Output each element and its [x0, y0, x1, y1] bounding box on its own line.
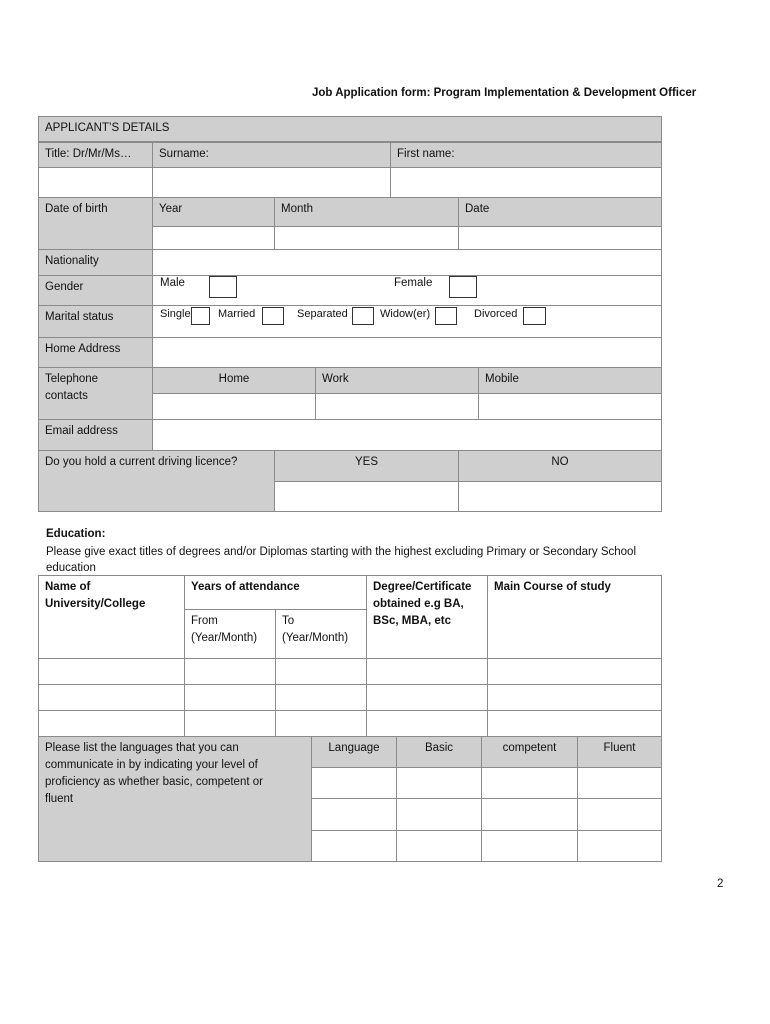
- surname-field[interactable]: [152, 167, 391, 198]
- phone-work-field[interactable]: [315, 393, 479, 420]
- nationality-label: Nationality: [38, 249, 153, 276]
- lang-row-1-competent[interactable]: [481, 767, 578, 799]
- firstname-label: First name:: [390, 142, 662, 168]
- lang-row-3-competent[interactable]: [481, 830, 578, 862]
- edu-col-degree: Degree/Certificate obtained e.g BA, BSc, MBA, etc: [366, 575, 488, 659]
- firstname-field[interactable]: [390, 167, 662, 198]
- edu-row-3-course[interactable]: [487, 710, 662, 737]
- email-label: Email address: [38, 419, 153, 451]
- lang-col-language: Language: [311, 736, 397, 768]
- section-header-applicant: APPLICANT’S DETAILS: [38, 116, 662, 142]
- divorced-checkbox[interactable]: [523, 307, 546, 325]
- edu-row-1-degree[interactable]: [366, 658, 488, 685]
- edu-row-1-course[interactable]: [487, 658, 662, 685]
- phone-work-label: Work: [315, 367, 479, 394]
- languages-prompt: Please list the languages that you can communicate in by indicating your level of proficiency as whether basic, competent or fluent: [38, 736, 312, 862]
- edu-row-1-university[interactable]: [38, 658, 185, 685]
- title-field[interactable]: [38, 167, 153, 198]
- dob-month-field[interactable]: [274, 226, 459, 250]
- edu-col-from: From (Year/Month): [184, 609, 276, 659]
- page-number: 2: [717, 878, 724, 890]
- edu-row-3-to[interactable]: [275, 710, 367, 737]
- phone-home-field[interactable]: [152, 393, 316, 420]
- form-title: Job Application form: Program Implementation & Development Officer: [312, 87, 697, 99]
- edu-row-2-degree[interactable]: [366, 684, 488, 711]
- lang-row-3-fluent[interactable]: [577, 830, 662, 862]
- dob-label: Date of birth: [38, 197, 153, 250]
- widow-checkbox[interactable]: [435, 307, 457, 325]
- married-checkbox[interactable]: [262, 307, 284, 325]
- address-label: Home Address: [38, 337, 153, 368]
- single-checkbox[interactable]: [191, 307, 210, 325]
- surname-label: Surname:: [152, 142, 391, 168]
- marital-single-label: Single: [160, 308, 191, 320]
- edu-row-1-from[interactable]: [184, 658, 276, 685]
- female-label: Female: [394, 277, 433, 289]
- email-field[interactable]: [152, 419, 662, 451]
- dob-month-label: Month: [274, 197, 459, 227]
- licence-yes-field[interactable]: [274, 481, 459, 512]
- edu-row-2-from[interactable]: [184, 684, 276, 711]
- licence-no-label: NO: [458, 450, 662, 482]
- edu-row-2-university[interactable]: [38, 684, 185, 711]
- licence-yes-label: YES: [274, 450, 459, 482]
- female-checkbox[interactable]: [449, 276, 477, 298]
- marital-separated-label: Separated: [297, 308, 348, 320]
- lang-row-2-language[interactable]: [311, 798, 397, 831]
- education-instructions: Please give exact titles of degrees and/or Diplomas starting with the highest excluding Primary or Secondary School education: [46, 546, 636, 574]
- lang-col-fluent: Fluent: [577, 736, 662, 768]
- phone-mobile-field[interactable]: [478, 393, 662, 420]
- dob-year-field[interactable]: [152, 226, 275, 250]
- edu-col-course: Main Course of study: [487, 575, 662, 659]
- lang-row-1-basic[interactable]: [396, 767, 482, 799]
- phone-mobile-label: Mobile: [478, 367, 662, 394]
- male-label: Male: [160, 277, 185, 289]
- lang-col-competent: competent: [481, 736, 578, 768]
- dob-year-label: Year: [152, 197, 275, 227]
- phone-home-label: Home: [152, 367, 316, 394]
- lang-row-2-competent[interactable]: [481, 798, 578, 831]
- edu-row-1-to[interactable]: [275, 658, 367, 685]
- edu-row-3-university[interactable]: [38, 710, 185, 737]
- edu-row-3-from[interactable]: [184, 710, 276, 737]
- marital-widow-label: Widow(er): [380, 308, 431, 320]
- dob-date-field[interactable]: [458, 226, 662, 250]
- separated-checkbox[interactable]: [352, 307, 374, 325]
- lang-row-3-language[interactable]: [311, 830, 397, 862]
- lang-col-basic: Basic: [396, 736, 482, 768]
- telephone-label: Telephone contacts: [38, 367, 153, 420]
- lang-row-3-basic[interactable]: [396, 830, 482, 862]
- lang-row-1-language[interactable]: [311, 767, 397, 799]
- marital-label: Marital status: [38, 305, 153, 338]
- gender-label: Gender: [38, 275, 153, 306]
- edu-row-2-to[interactable]: [275, 684, 367, 711]
- edu-col-university: Name of University/College: [38, 575, 185, 659]
- title-label: Title: Dr/Mr/Ms…: [38, 142, 153, 168]
- marital-married-label: Married: [218, 308, 256, 320]
- male-checkbox[interactable]: [209, 276, 237, 298]
- nationality-field[interactable]: [152, 249, 662, 276]
- licence-question: Do you hold a current driving licence?: [38, 450, 275, 512]
- edu-row-2-course[interactable]: [487, 684, 662, 711]
- education-heading: Education:: [46, 528, 106, 540]
- dob-date-label: Date: [458, 197, 662, 227]
- lang-row-1-fluent[interactable]: [577, 767, 662, 799]
- lang-row-2-fluent[interactable]: [577, 798, 662, 831]
- licence-no-field[interactable]: [458, 481, 662, 512]
- edu-col-years: Years of attendance: [184, 575, 367, 610]
- edu-col-to: To (Year/Month): [275, 609, 367, 659]
- lang-row-2-basic[interactable]: [396, 798, 482, 831]
- edu-row-3-degree[interactable]: [366, 710, 488, 737]
- address-field[interactable]: [152, 337, 662, 368]
- marital-divorced-label: Divorced: [474, 308, 518, 320]
